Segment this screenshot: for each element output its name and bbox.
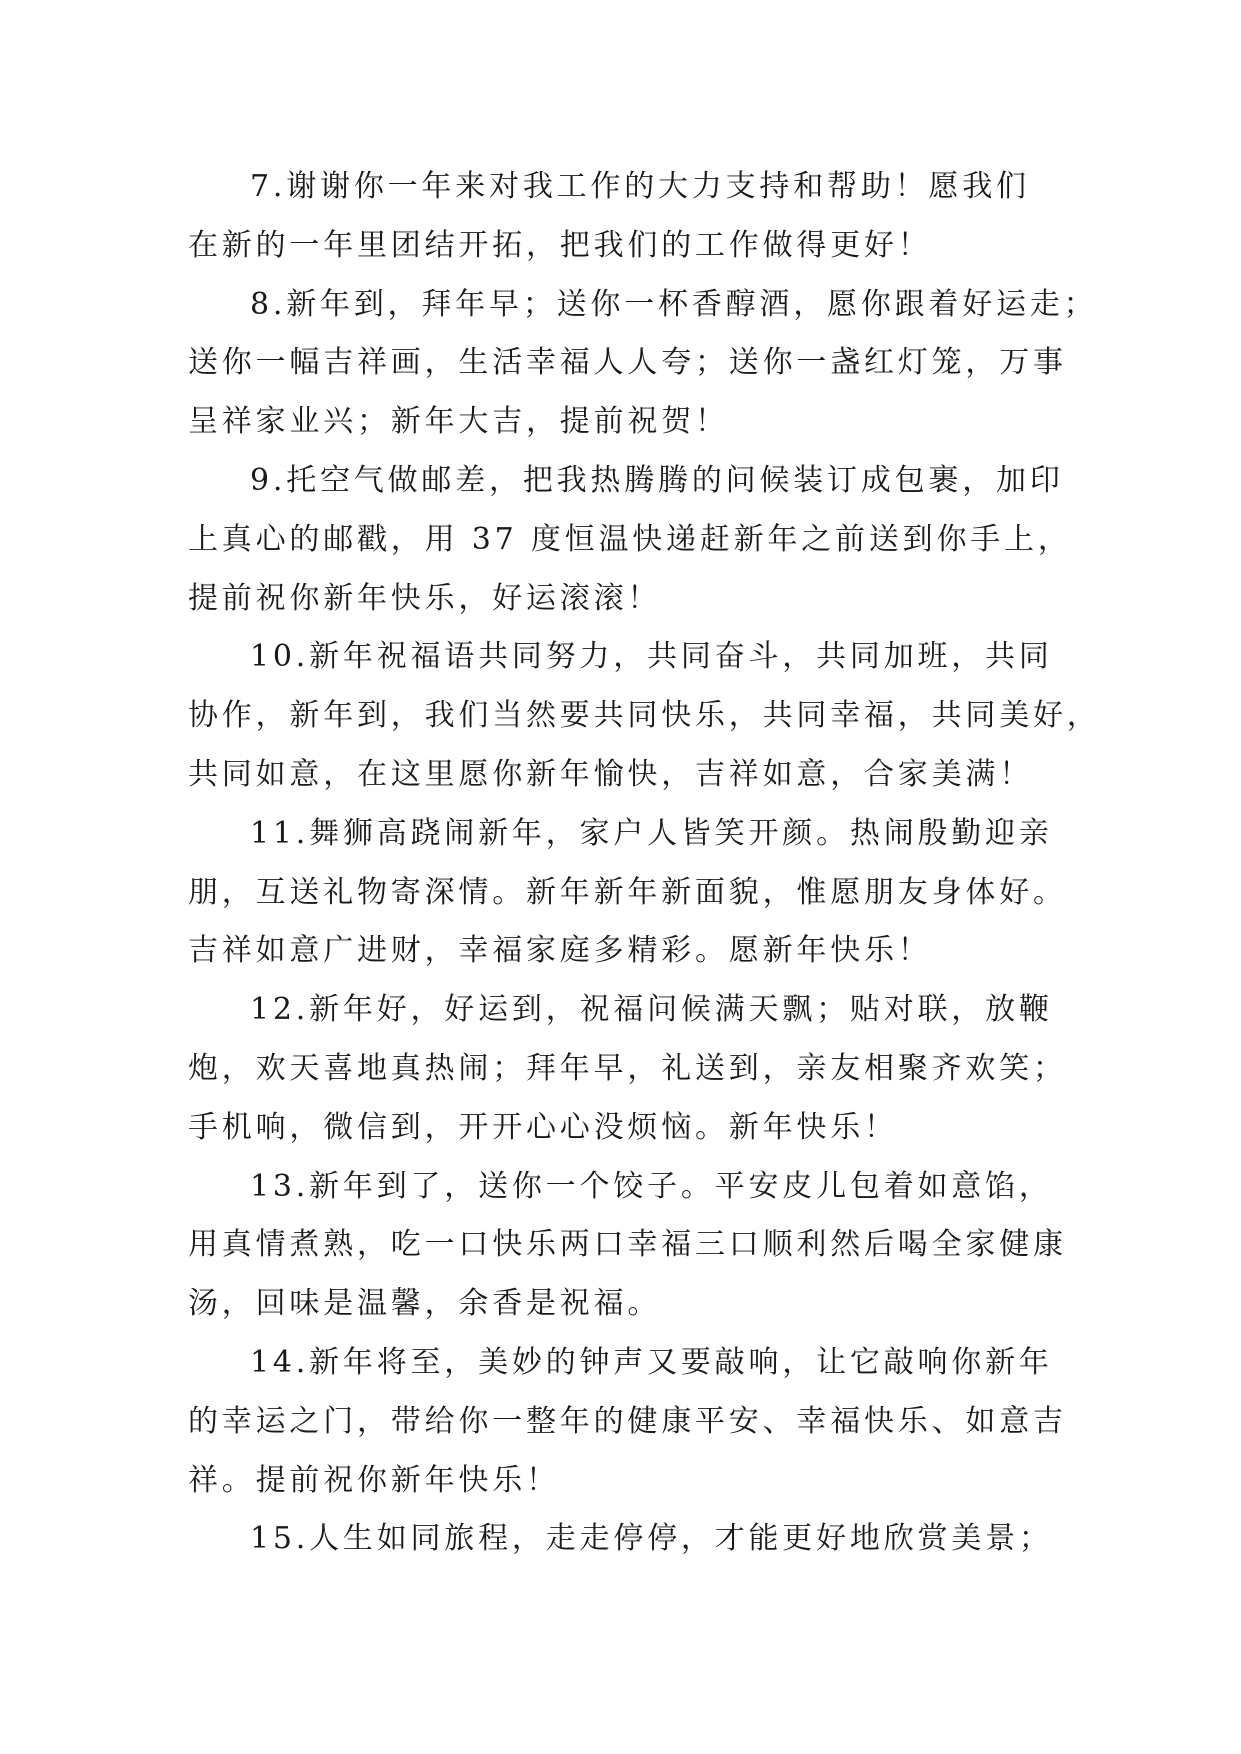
paragraph-10 <box>188 628 1101 804</box>
paragraph-line: 协作，新年到，我们当然要共同快乐，共同幸福，共同美好， <box>188 698 1101 734</box>
paragraph-line: 炮，欢天喜地真热闹；拜年早，礼送到，亲友相聚齐欢笑； <box>188 1050 1067 1086</box>
paragraph-line: 提前祝你新年快乐，好运滚滚！ <box>188 580 662 616</box>
paragraph-9 <box>188 452 1072 628</box>
paragraph-line: 送你一幅吉祥画，生活幸福人人夸；送你一盏红灯笼，万事 <box>188 345 1067 381</box>
paragraph-line: 祥。提前祝你新年快乐！ <box>188 1462 560 1498</box>
paragraph-8 <box>188 276 1098 452</box>
paragraph-line: 9.托空气做邮差，把我热腾腾的问候装订成包裹，加印 <box>250 462 1064 498</box>
paragraph-line: 8.新年到，拜年早；送你一杯香醇酒，愿你跟着好运走； <box>250 286 1098 322</box>
paragraph-line: 11.舞狮高跷闹新年，家户人皆笑开颜。热闹殷勤迎亲 <box>250 815 1053 851</box>
paragraph-line: 13.新年到了，送你一个饺子。平安皮儿包着如意馅， <box>250 1168 1053 1204</box>
paragraph-12 <box>188 981 1067 1157</box>
paragraph-line: 共同如意，在这里愿你新年愉快，吉祥如意，合家美满！ <box>188 756 1033 792</box>
paragraph-line: 吉祥如意广进财，幸福家庭多精彩。愿新年快乐！ <box>188 933 932 969</box>
paragraph-line: 10.新年祝福语共同努力，共同奋斗，共同加班，共同 <box>250 639 1053 675</box>
paragraph-line: 呈祥家业兴；新年大吉，提前祝贺！ <box>188 404 729 440</box>
paragraph-11 <box>188 805 1067 981</box>
paragraph-14 <box>188 1334 1067 1510</box>
paragraph-line: 汤，回味是温馨，余香是祝福。 <box>188 1286 662 1322</box>
paragraph-line: 上真心的邮戳，用 37 度恒温快递赶新年之前送到你手上， <box>188 521 1072 557</box>
paragraph-13 <box>188 1158 1067 1334</box>
paragraph-line: 15.人生如同旅程，走走停停，才能更好地欣赏美景； <box>250 1521 1053 1557</box>
paragraph-line: 14.新年将至，美妙的钟声又要敲响，让它敲响你新年 <box>250 1344 1053 1380</box>
paragraph-line: 12.新年好，好运到，祝福问候满天飘；贴对联，放鞭 <box>250 992 1053 1028</box>
paragraph-line: 在新的一年里团结开拓，把我们的工作做得更好！ <box>188 227 932 263</box>
paragraph-line: 的幸运之门，带给你一整年的健康平安、幸福快乐、如意吉 <box>188 1403 1067 1439</box>
paragraph-line: 用真情煮熟，吃一口快乐两口幸福三口顺利然后喝全家健康 <box>188 1227 1067 1263</box>
document-body <box>188 158 1101 1569</box>
paragraph-line: 手机响，微信到，开开心心没烦恼。新年快乐！ <box>188 1109 898 1145</box>
paragraph-15 <box>188 1510 1058 1569</box>
paragraph-7 <box>188 158 1058 276</box>
paragraph-line: 7.谢谢你一年来对我工作的大力支持和帮助！愿我们 <box>250 169 1030 204</box>
paragraph-line: 朋，互送礼物寄深情。新年新年新面貌，惟愿朋友身体好。 <box>188 874 1067 910</box>
